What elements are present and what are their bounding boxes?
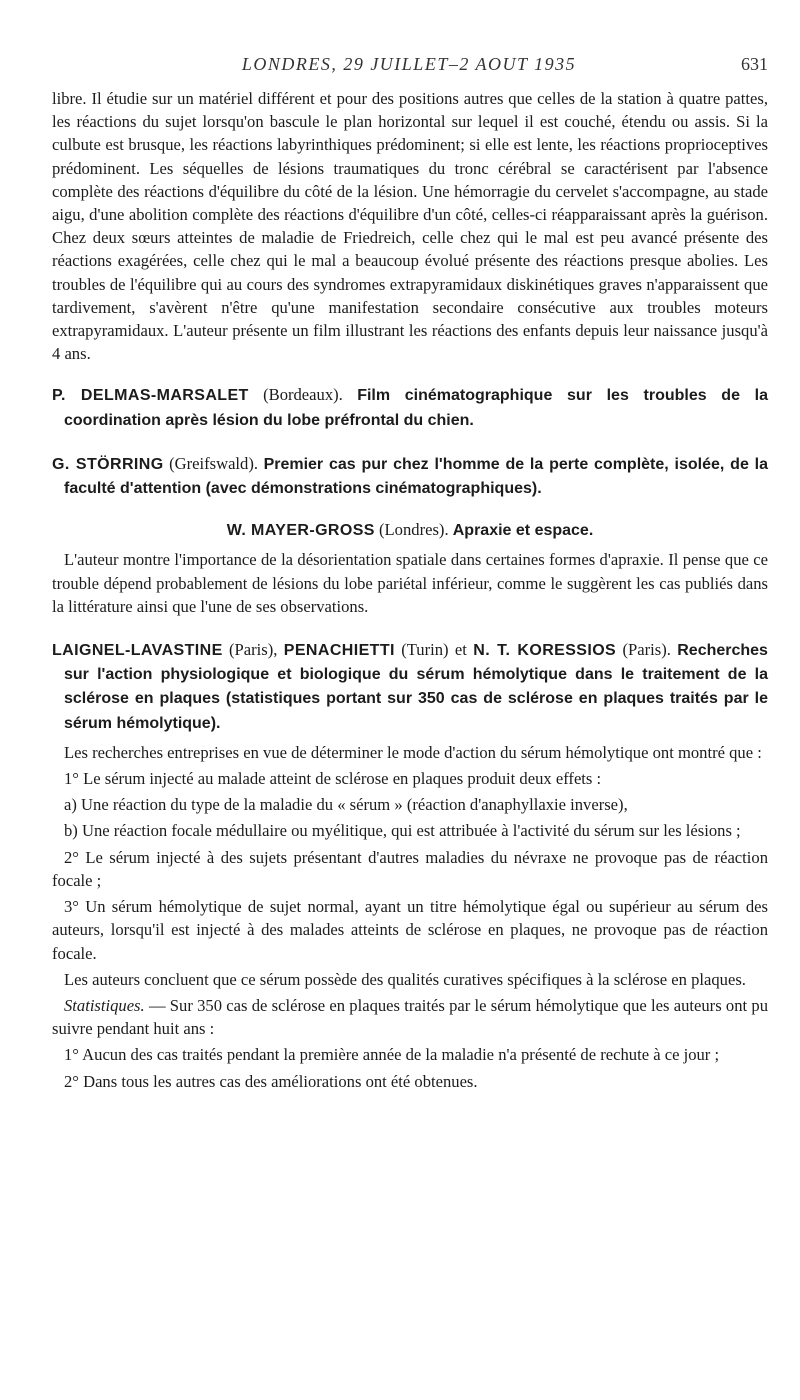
paragraph: Les recherches entreprises en vue de déterminer le mode d'action du sérum hémolytique ont montré que : [64, 742, 762, 762]
entry-storring [52, 452, 768, 500]
entry-title: Recherches sur l'action physiologique et biologique du sérum hémolytique dans le traitement de la sclérose en plaques (statistiques portant sur 350 cas de sclérose en plaques traités par le sérum hémolytique). [64, 642, 768, 732]
paragraph: a) Une réaction du type de la maladie du « sérum » (réaction d'anaphyllaxie inverse), [64, 795, 628, 815]
page-body [52, 87, 768, 1093]
entry-title: Film cinématographique sur les troubles de la coordination après lésion du lobe préfrontal du chien. [64, 387, 769, 429]
paragraph: 2° Le sérum injecté à des sujets présentant d'autres maladies du névraxe ne provoque pas de réaction focale ; [52, 847, 768, 890]
entry-body: L'auteur montre l'importance de la désorientation spatiale dans certaines formes d'apraxie. Il pense que ce trouble dépend probablement de lésions du lobe pariétal inférieur, comme le suggèrent les cas publiés dans la littérature ainsi que l'une de ses observations. [52, 550, 768, 616]
entry-author: G. STÖRRING [52, 455, 164, 473]
entry-title: Apraxie et espace. [452, 522, 594, 540]
entry-mayer-gross [52, 518, 768, 542]
entry-author: P. DELMAS-MARSALET [52, 387, 249, 405]
statistics-label: Statistiques. [64, 995, 145, 1015]
intro-paragraph: libre. Il étudie sur un matériel différent et pour des positions autres que celles de la station à quatre pattes, les réactions du sujet lorsqu'on bascule le plan horizontal sur lequel il est couché, étendu ou assis. Si la culbute est brusque, les réactions labyrinthiques prédominent; si elle est lente, les réactions proprioceptives prédominent. Les séquelles de lésions traumatiques du tronc cérébral se caractérisent par l'absence complète des réactions d'équilibre du côté de la lésion. Une hémorragie du cervelet s'accompagne, au stade aigu, d'une abolition complète des réactions d'équilibre d'un côté, celles-ci réapparaissant après la guérison. Chez deux sœurs atteintes de maladie de Friedreich, celle chez qui le mal est peu avancé présente des réactions exagérées, celle chez qui le mal a beaucoup évolué présente des réactions presque abolies. Les troubles de l'équilibre qui au cours des syndromes extrapyramidaux diskinétiques graves n'apparaissent que tardivement, s'avèrent n'être qu'une manifestation secondaire consécutive aux troubles moteurs extrapyramidaux. L'auteur présente un film illustrant les réactions des enfants depuis leur naissance jusqu'à 4 ans. [52, 89, 768, 364]
running-title: LONDRES, 29 JUILLET–2 AOUT 1935 [241, 54, 577, 74]
entry-place: (Paris), [229, 640, 278, 660]
entry-author: LAIGNEL-LAVASTINE [52, 642, 223, 660]
entry-place-3: (Paris). [622, 640, 671, 660]
paragraph: 1° Le sérum injecté au malade atteint de sclérose en plaques produit deux effets : [64, 769, 602, 789]
paragraph: Les auteurs concluent que ce sérum possède des qualités curatives spécifiques à la sclérose en plaques. [64, 969, 746, 989]
entry-place: (Greifswald). [169, 453, 259, 473]
paragraph: 3° Un sérum hémolytique de sujet normal, ayant un titre hémolytique égal ou supérieur au sérum des auteurs, lorsqu'il est injecté à des malades atteints de sclérose en plaques, ne provoque pas de réaction focale. [52, 897, 768, 963]
entry-title: Premier cas pur chez l'homme de la perte complète, isolée, de la faculté d'attention (avec démonstrations cinématographiques). [64, 455, 769, 498]
entry-place-2: (Turin) et [401, 640, 467, 660]
paragraph: 1° Aucun des cas traités pendant la première année de la maladie n'a présenté de rechute à ce jour ; [64, 1045, 720, 1065]
statistics-text: — Sur 350 cas de sclérose en plaques traités par le sérum hémolytique que les auteurs ont pu suivre pendant huit ans : [52, 995, 768, 1039]
paragraph: 2° Dans tous les autres cas des améliorations ont été obtenues. [64, 1071, 478, 1091]
entry-laignel-lavastine [52, 638, 768, 735]
entry-author: W. MAYER-GROSS [226, 522, 375, 540]
paragraph: b) Une réaction focale médullaire ou myélitique, qui est attribuée à l'activité du sérum sur les lésions ; [64, 821, 741, 841]
entry-author-3: N. T. KORESSIOS [473, 642, 617, 660]
entry-place: (Bordeaux). [263, 385, 343, 405]
entry-delmas-marsalet [52, 383, 768, 431]
statistics-paragraph [52, 994, 768, 1040]
page-number: 631 [741, 54, 768, 74]
page-header [50, 54, 768, 80]
entry-4-paragraphs [52, 741, 768, 1093]
entry-author-2: PENACHIETTI [283, 642, 395, 660]
entry-place: (Londres). [379, 520, 449, 540]
